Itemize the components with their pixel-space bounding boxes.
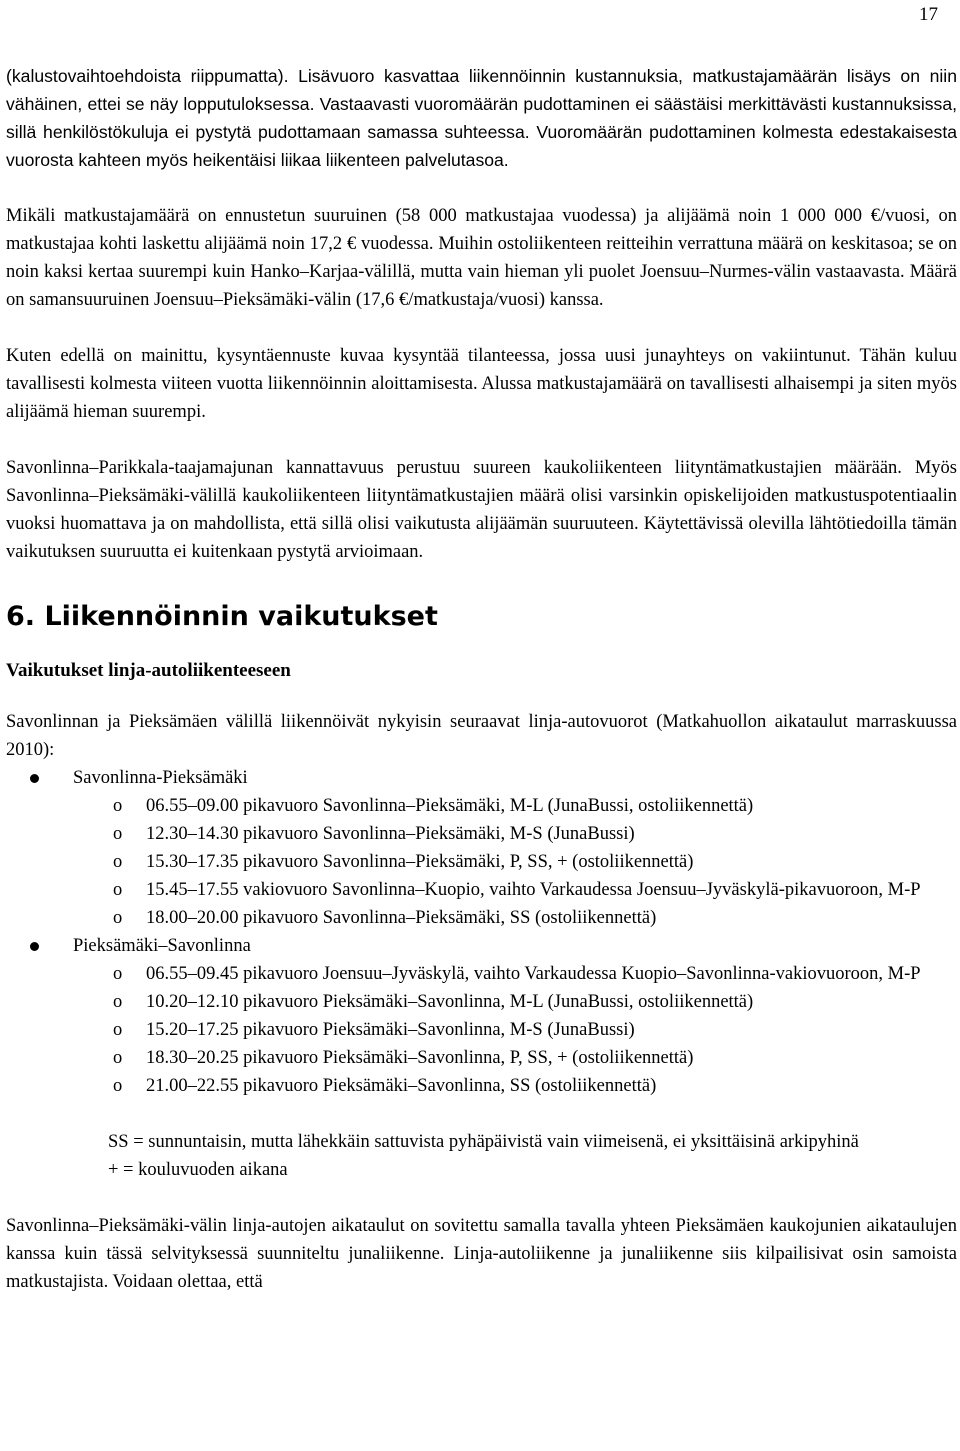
paragraph-bus-intro: Savonlinnan ja Pieksämäen välillä liikennöivät nykyisin seuraavat linja-autovuorot (Matkahuollon aikataulut marraskuussa 2010): <box>6 712 957 760</box>
paragraph-closing: Savonlinna–Pieksämäki-välin linja-autojen aikataulut on sovitettu samalla tavalla yhteen Pieksämäen kaukojunien aikataulujen kanssa kuin tässä selvityksessä suunniteltu junaliikenne. Linja-autoliikenne ja junaliikenne siis kilpailisivat osin samoista matkustajista. Voidaan olettaa, että <box>6 1216 957 1292</box>
route-list <box>6 764 957 1100</box>
note-plus-definition: + = kouluvuoden aikana <box>108 1160 288 1180</box>
section-heading: 6. Liikennöinnin vaikutukset <box>6 601 438 632</box>
sub-bullet-icon: o <box>113 1020 123 1040</box>
paragraph-cost-effects: (kalustovaihtoehdoista riippumatta). Lisävuoro kasvattaa liikennöinnin kustannuksia, matkustajamäärän lisäys on niin vähäinen, ettei se näy lopputuloksessa. Vastaavasti vuoromäärän pudottaminen ei säästäisi merkittävästi kustannuksissa, sillä henkilöstökuluja ei pystytä pudottamaan samassa suhteessa. Vuoromäärän pudottaminen kolmesta edestakaisesta vuorosta kahteen myös heikentäisi liikaa liikenteen palvelutasoa. <box>6 66 957 170</box>
bullet-icon <box>30 774 39 783</box>
sub-bullet-icon: o <box>113 852 123 872</box>
page-number: 17 <box>919 4 938 25</box>
sub-bullet-icon: o <box>113 908 123 928</box>
departure-list <box>73 792 957 932</box>
route-name: Savonlinna-Pieksämäki <box>73 768 248 788</box>
page-content <box>6 62 957 1296</box>
sub-bullet-icon: o <box>113 992 123 1012</box>
sub-bullet-icon: o <box>113 1076 123 1096</box>
departure-item: o 15.45–17.55 vakiovuoro Savonlinna–Kuopio, vaihto Varkaudessa Joensuu–Jyväskylä-pikavuoroon, M-P <box>73 876 957 904</box>
sub-bullet-icon: o <box>113 880 123 900</box>
sub-bullet-icon: o <box>113 964 123 984</box>
paragraph-deficit-per-passenger: Mikäli matkustajamäärä on ennustetun suuruinen (58 000 matkustajaa vuodessa) ja alijäämä noin 1 000 000 €/vuosi, on matkustajaa kohti laskettu alijäämä noin 17,2 € vuodessa. Muihin ostoliikenteen reitteihin verrattuna määrä on keskitasoa; se on noin kaksi kertaa suurempi kuin Hanko–Karjaa-välillä, mutta vain hieman yli puolet Joensuu–Nurmes-välin vastaavasta. Määrä on samansuuruinen Joensuu–Pieksämäki-välin (17,6 €/matkustaja/vuosi) kanssa. <box>6 206 957 310</box>
bullet-icon <box>30 942 39 951</box>
departure-item: o 06.55–09.45 pikavuoro Joensuu–Jyväskylä, vaihto Varkaudessa Kuopio–Savonlinna-vakiovuoroon, M-P <box>73 960 957 988</box>
route-item-pieksamaki-savonlinna <box>6 932 957 1100</box>
subheading-bus-impacts: Vaikutukset linja-autoliikenteeseen <box>6 660 291 681</box>
departure-item: o 18.00–20.00 pikavuoro Savonlinna–Pieksämäki, SS (ostoliikennettä) <box>73 904 957 932</box>
departure-item: o 21.00–22.55 pikavuoro Pieksämäki–Savonlinna, SS (ostoliikennettä) <box>73 1072 957 1100</box>
departure-item: o 10.20–12.10 pikavuoro Pieksämäki–Savonlinna, M-L (JunaBussi, ostoliikennettä) <box>73 988 957 1016</box>
departure-list <box>73 960 957 1100</box>
paragraph-feeder-passengers: Savonlinna–Parikkala-taajamajunan kannattavuus perustuu suureen kaukoliikenteen liityntämatkustajien määrään. Myös Savonlinna–Pieksämäki-välillä kaukoliikenteen liityntämatkustajien määrä olisi varsinkin opiskelijoiden matkustuspotentiaalin vuoksi huomattava ja on mahdollista, että sillä olisi vaikutusta alijäämän suuruuteen. Käytettävissä olevilla lähtötiedoilla tämän vaikutuksen suuruutta ei kuitenkaan pystytä arvioimaan. <box>6 458 957 562</box>
sub-bullet-icon: o <box>113 796 123 816</box>
paragraph-demand-forecast: Kuten edellä on mainittu, kysyntäennuste kuvaa kysyntää tilanteessa, jossa uusi junayhteys on vakiintunut. Tähän kuluu tavallisesti kolmesta viiteen vuotta liikennöinnin aloittamisesta. Alussa matkustajamäärä on tavallisesti alhaisempi ja siten myös alijäämä hieman suurempi. <box>6 346 957 422</box>
note-ss-definition: SS = sunnuntaisin, mutta lähekkäin sattuvista pyhäpäivistä vain viimeisenä, ei yksittäisinä arkipyhinä <box>108 1132 859 1152</box>
route-name: Pieksämäki–Savonlinna <box>73 936 251 956</box>
departure-item: o 12.30–14.30 pikavuoro Savonlinna–Pieksämäki, M-S (JunaBussi) <box>73 820 957 848</box>
departure-item: o 06.55–09.00 pikavuoro Savonlinna–Pieksämäki, M-L (JunaBussi, ostoliikennettä) <box>73 792 957 820</box>
route-item-savonlinna-pieksamaki <box>6 764 957 932</box>
departure-item: o 15.20–17.25 pikavuoro Pieksämäki–Savonlinna, M-S (JunaBussi) <box>73 1016 957 1044</box>
departure-item: o 18.30–20.25 pikavuoro Pieksämäki–Savonlinna, P, SS, + (ostoliikennettä) <box>73 1044 957 1072</box>
sub-bullet-icon: o <box>113 824 123 844</box>
departure-item: o 15.30–17.35 pikavuoro Savonlinna–Pieksämäki, P, SS, + (ostoliikennettä) <box>73 848 957 876</box>
sub-bullet-icon: o <box>113 1048 123 1068</box>
